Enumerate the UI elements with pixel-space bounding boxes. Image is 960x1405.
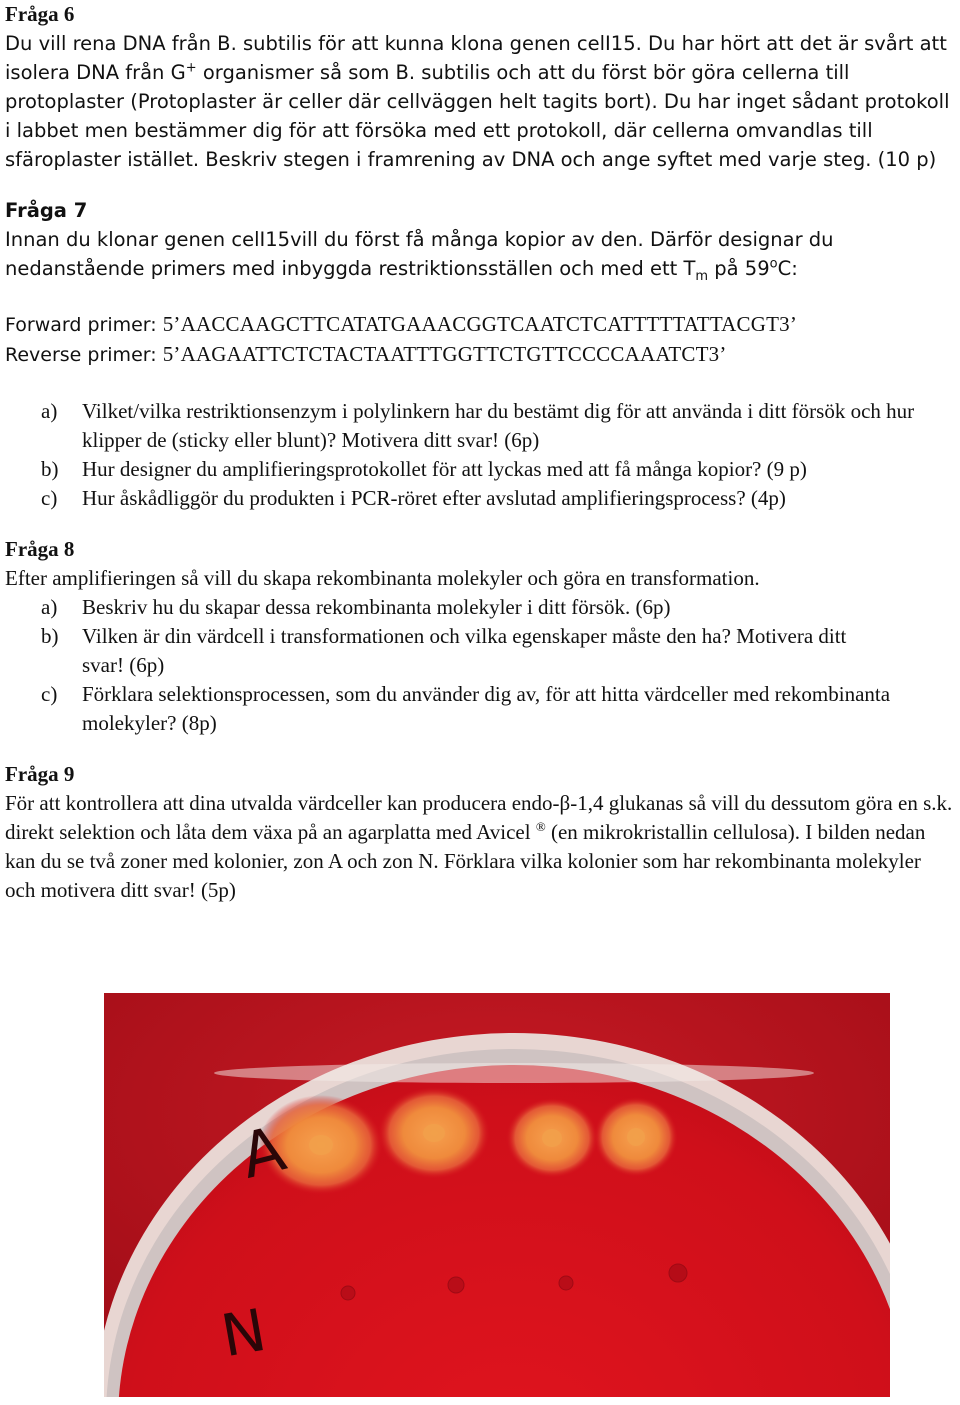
document-page (5, 0, 955, 905)
question-7-subquestions (5, 397, 955, 513)
question-6-body: Du vill rena DNA från B. subtilis för att kunna klona genen celI15. Du har hört att det är svårt att isolera DNA från G+ organismer så som B. subtilis och att du först bör göra cellerna till protoplaster (Protoplaster är celler där cellväggen helt tagits bort). Du har inget sådant protokoll i labbet men bestämmer dig för att försöka med ett protokoll, där cellerna omvandlas till sfäroplaster istället. Beskriv stegen i framrening av DNA och ange syftet med varje steg. (10 p) (5, 32, 950, 171)
forward-primer (5, 310, 955, 340)
colony-n1 (341, 1286, 355, 1300)
colony-n2 (448, 1277, 464, 1293)
question-7-item-c: c) Hur åskådliggör du produkten i PCR-röret efter avslutad amplifieringsprocess? (4p) (41, 486, 786, 510)
reverse-primer (5, 340, 955, 370)
question-7 (5, 196, 955, 513)
forward-primer-sequence: 5’AACCAAGCTTCATATGAAACGGTCAATCTCATTTTTATTACGT3’ (162, 312, 798, 336)
question-7-title: Fråga 7 (5, 199, 88, 222)
agar-plate-photo (104, 993, 890, 1397)
question-9-title: Fråga 9 (5, 762, 75, 786)
question-8-item-a: a) Beskriv hu du skapar dessa rekombinanta molekyler i ditt försök. (6p) (41, 595, 671, 619)
question-8-item-c: c) Förklara selektionsprocessen, som du använder dig av, för att hitta värdceller med rekombinanta molekyler? (8p) (41, 682, 891, 735)
colony-a1 (309, 1135, 333, 1155)
question-7-item-a: a) Vilket/vilka restriktionsenzym i polylinkern har du bestämt dig för att använda i ditt försök och hur klipper de (sticky eller blunt)? Motivera ditt svar! (6p) (41, 399, 915, 452)
question-8 (5, 535, 955, 738)
colony-n4 (669, 1264, 687, 1282)
zone-a-label: A (233, 1111, 293, 1193)
question-8-intro: Efter amplifieringen så vill du skapa rekombinanta molekyler och göra en transformation. (5, 566, 760, 590)
question-6 (5, 0, 955, 174)
reverse-primer-sequence: 5’AAGAATTCTCTACTAATTTGGTTCTGTTCCCCAAATCT3’ (162, 342, 727, 366)
agar-plate-illustration (104, 993, 890, 1397)
rim-highlight (214, 1063, 814, 1083)
question-8-item-b: b) Vilken är din värdcell i transformationen och vilka egenskaper måste den ha? Motivera ditt svar! (6p) (41, 624, 847, 677)
colony-a2 (423, 1124, 445, 1142)
question-9-body: För att kontrollera att dina utvalda värdceller kan producera endo-β-1,4 glukanas så vill du dessutom göra en s.k. direkt selektion och låta dem växa på an agarplatta med Avicel ® (en mikrokristallin cellulosa). I bilden nedan kan du se två zoner med kolonier, zon A och zon N. Förklara vilka kolonier som har rekombinanta molekyler och motivera ditt svar! (5p) (5, 791, 953, 902)
forward-primer-label: Forward primer: (5, 314, 163, 336)
question-8-subquestions (5, 593, 955, 738)
zone-n-label: N (216, 1295, 271, 1371)
colony-a3 (542, 1129, 562, 1147)
colony-n3 (559, 1276, 573, 1290)
question-9 (5, 760, 955, 905)
question-8-title: Fråga 8 (5, 537, 75, 561)
reverse-primer-label: Reverse primer: (5, 344, 163, 366)
question-6-title: Fråga 6 (5, 2, 75, 26)
colony-a4 (627, 1128, 645, 1146)
question-7-body: Innan du klonar genen celI15vill du först få många kopior av den. Därför designar du nedanstående primers med inbyggda restriktionsställen och med ett $T_m$ på 59$^o$C: (5, 228, 834, 284)
question-7-item-b: b) Hur designer du amplifieringsprotokollet för att lyckas med att få många kopior? (9 p) (41, 457, 807, 481)
